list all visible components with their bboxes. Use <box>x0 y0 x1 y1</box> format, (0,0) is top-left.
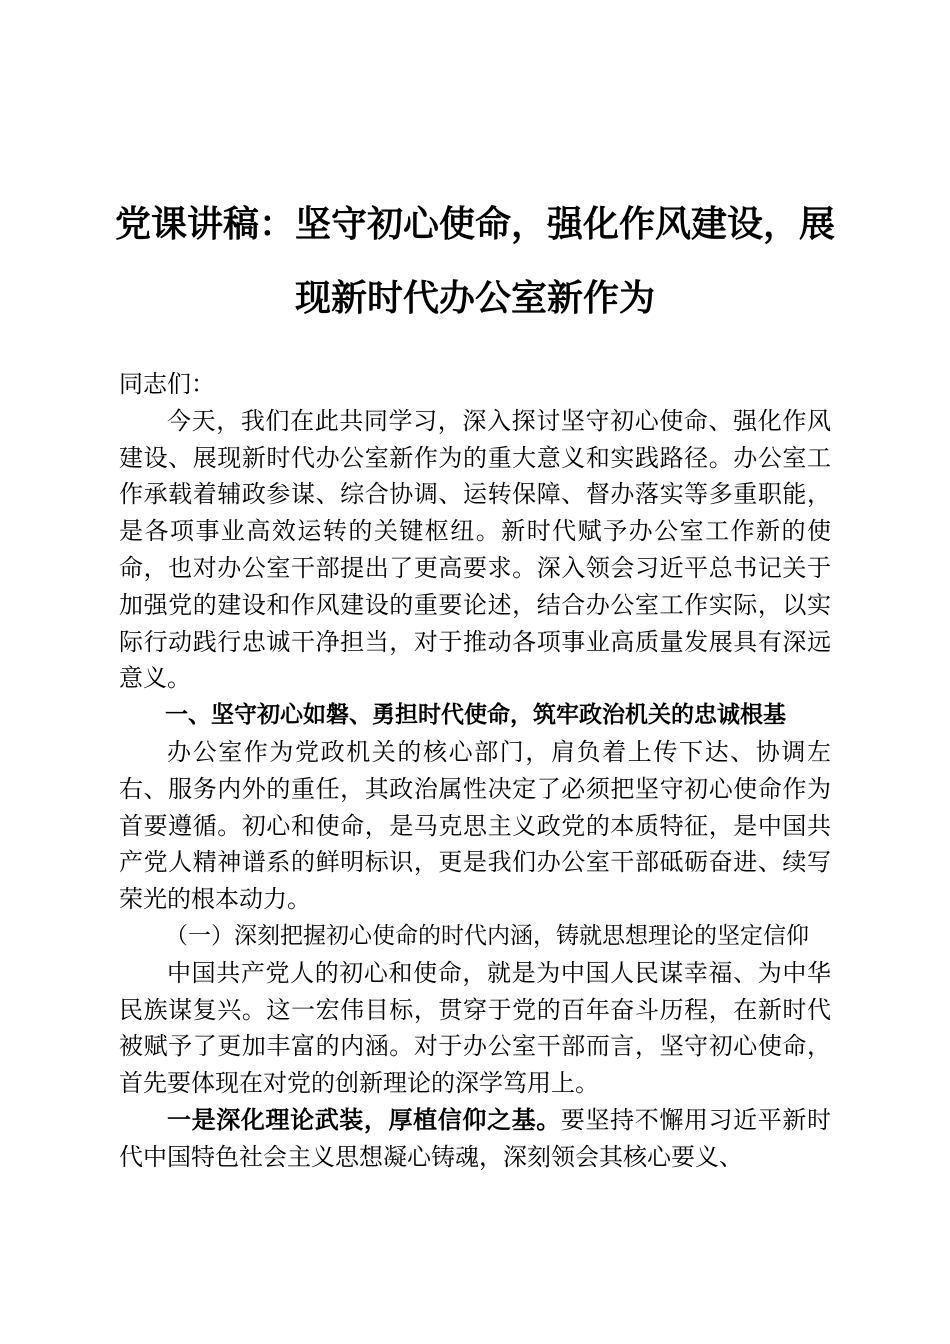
intro-paragraph: 今天，我们在此共同学习，深入探讨坚守初心使命、强化作风建设、展现新时代办公室新作为的重大意义和实践路径。办公室工作承载着辅政参谋、综合协调、运转保障、督办落实等多重职能，是各项事业高效运转的关键枢纽。新时代赋予办公室工作新的使命，也对办公室干部提出了更高要求。深入领会习近平总书记关于加强党的建设和作风建设的重要论述，结合办公室工作实际，以实际行动践行忠诚干净担当，对于推动各项事业高质量发展具有深远意义。 <box>119 406 831 693</box>
document-body <box>119 366 831 1176</box>
point-1-lead: 一是深化理论武装，厚植信仰之基。 <box>167 1105 561 1134</box>
point-1-paragraph <box>119 1102 831 1176</box>
section-heading-1: 一、坚守初心如磐、勇担时代使命，筑牢政治机关的忠诚根基 <box>165 702 786 729</box>
salutation: 同志们： <box>119 370 215 398</box>
section-1-paragraph: 办公室作为党政机关的核心部门，肩负着上传下达、协调左右、服务内外的重任，其政治属性决定了必须把坚守初心使命作为首要遵循。初心和使命，是马克思主义政党的本质特征，是中国共产党人精神谱系的鲜明标识，更是我们办公室干部砥砺奋进、续写荣光的根本动力。 <box>119 737 831 914</box>
subsection-heading-1: （一）深刻把握初心使命的时代内涵，铸就思想理论的坚定信仰 <box>165 922 809 949</box>
subsection-1-paragraph: 中国共产党人的初心和使命，就是为中国人民谋幸福、为中华民族谋复兴。这一宏伟目标，贯穿于党的百年奋斗历程，在新时代被赋予了更加丰富的内涵。对于办公室干部而言，坚守初心使命，首先要体现在对党的创新理论的深学笃用上。 <box>119 958 831 1098</box>
document-title: 党课讲稿：坚守初心使命，强化作风建设，展现新时代办公室新作为 <box>114 204 835 319</box>
point-1-body: 要坚持不懈用习近平新时代中国特色社会主义思想凝心铸魂，深刻领会其核心要义、 <box>119 1105 832 1171</box>
